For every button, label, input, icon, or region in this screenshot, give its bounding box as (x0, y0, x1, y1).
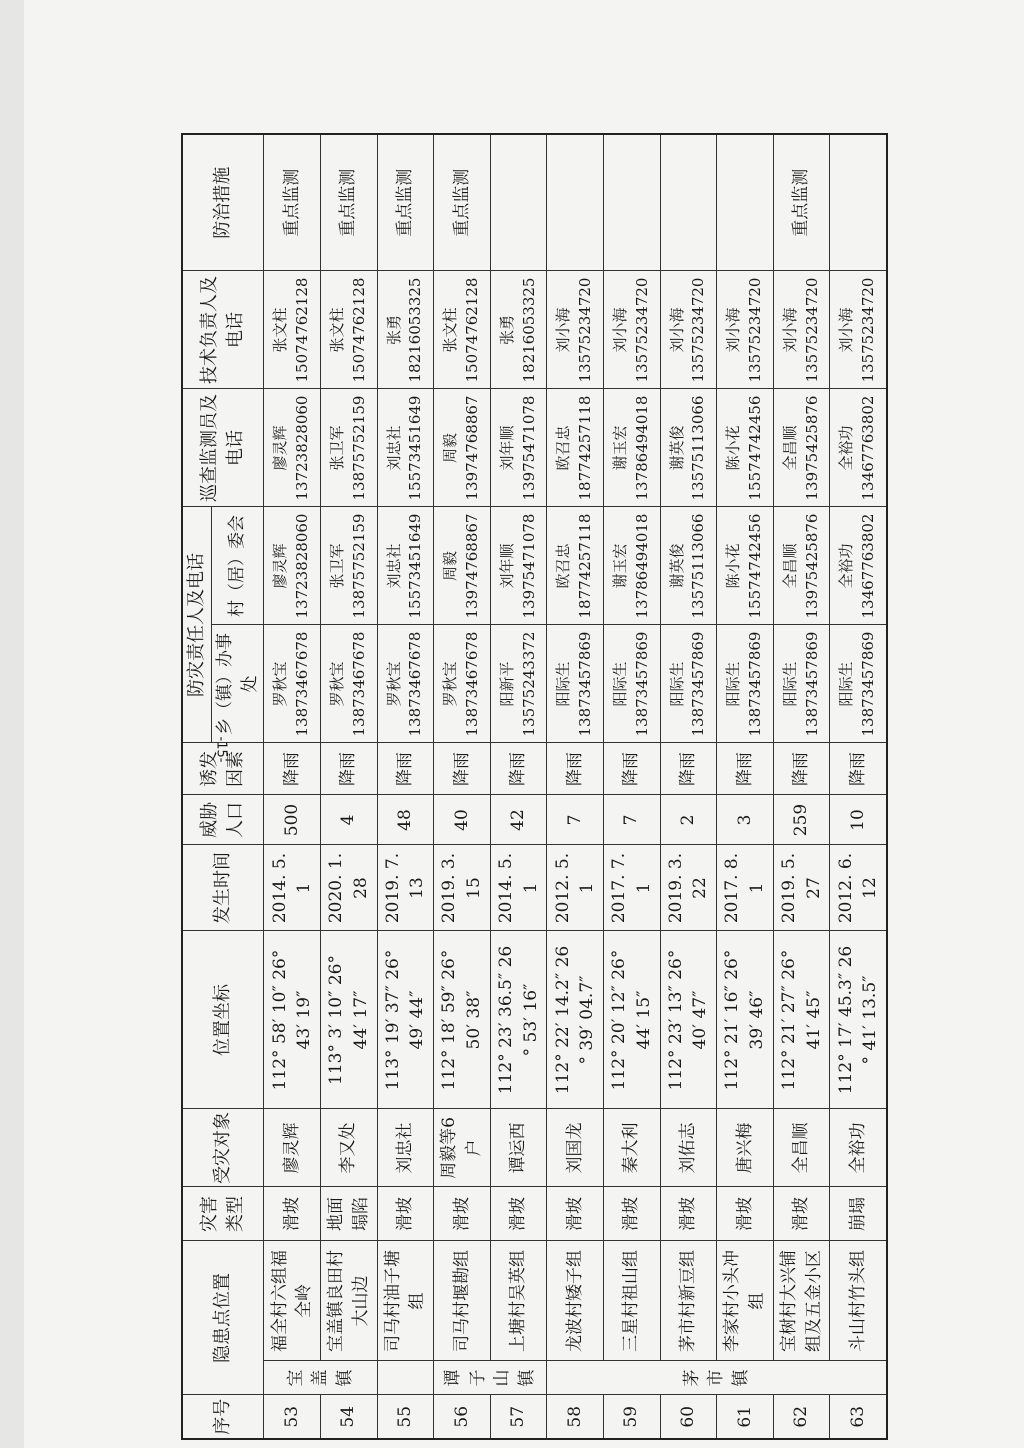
cell-measure: 重点监测 (264, 134, 321, 271)
phone: 13975471078 (519, 513, 538, 619)
phone: 13975425876 (802, 395, 821, 501)
cell-affected: 刘佑志 (660, 1109, 717, 1187)
phone: 15573451649 (406, 513, 425, 619)
cell-tech (264, 271, 321, 389)
cell-pop: 42 (490, 795, 547, 845)
person-name: 谢英俊 (667, 543, 686, 589)
cell-measure (660, 134, 717, 271)
cell-location: 宝树村大兴铺组及五金小区 (773, 1241, 830, 1361)
cell-time: 2019. 3. 22 (660, 845, 717, 931)
cell-trigger: 降雨 (717, 743, 774, 795)
cell-tech (490, 271, 547, 389)
cell-resp-town (547, 625, 604, 743)
cell-type: 滑坡 (603, 1187, 660, 1241)
cell-trigger: 降雨 (434, 743, 491, 795)
cell-measure (603, 134, 660, 271)
cell-affected: 秦大利 (603, 1109, 660, 1187)
person-name: 周毅 (441, 551, 460, 582)
cell-location: 茅市村新豆组 (660, 1241, 717, 1361)
cell-type: 滑坡 (377, 1187, 434, 1241)
person-name: 谢玉宏 (610, 543, 629, 589)
coord-line: 44′ 15″ (633, 990, 654, 1050)
person-name: 刘小海 (837, 307, 856, 353)
coord-line: 112° 21′ 27″ 26° (778, 949, 799, 1091)
cell-type: 滑坡 (264, 1187, 321, 1241)
cell-resp-town (603, 625, 660, 743)
cell-type: 滑坡 (660, 1187, 717, 1241)
cell-affected: 全昌顺 (773, 1109, 830, 1187)
coord-line: 112° 23′ 13″ 26° (665, 949, 686, 1091)
cell-affected: 全裕功 (830, 1109, 887, 1187)
cell-seq: 54 (320, 1395, 377, 1439)
cell-trigger: 降雨 (320, 743, 377, 795)
phone: 13873467678 (349, 631, 368, 737)
header-affected: 受灾对象 (182, 1109, 264, 1187)
cell-location: 斗山村竹头组 (830, 1241, 887, 1361)
table-row (773, 134, 830, 1439)
phone: 13875752159 (349, 395, 368, 501)
phone: 13575234720 (632, 277, 651, 383)
cell-coords (660, 931, 717, 1109)
person-name: 全裕功 (837, 543, 856, 589)
cell-measure: 重点监测 (377, 134, 434, 271)
rotated-table-container (181, 135, 888, 1440)
person-name: 刘小海 (724, 307, 743, 353)
cell-affected: 廖灵辉 (264, 1109, 321, 1187)
cell-patrol (773, 389, 830, 507)
cell-seq: 60 (660, 1395, 717, 1439)
table-row (830, 134, 887, 1439)
cell-resp-town (490, 625, 547, 743)
phone: 13786494018 (632, 395, 651, 501)
cell-trigger: 降雨 (660, 743, 717, 795)
phone: 13575243372 (519, 631, 538, 737)
cell-coords (377, 931, 434, 1109)
coord-line: 112° 21′ 16″ 26° (722, 949, 743, 1091)
person-name: 刘小海 (667, 307, 686, 353)
cell-tech (773, 271, 830, 389)
cell-tech (660, 271, 717, 389)
cell-tech (547, 271, 604, 389)
phone: 15573451649 (406, 395, 425, 501)
cell-measure: 重点监测 (434, 134, 491, 271)
person-name: 刘忠社 (384, 425, 403, 471)
table-row (377, 134, 434, 1439)
phone: 13873467678 (406, 631, 425, 737)
cell-seq: 61 (717, 1395, 774, 1439)
cell-coords (434, 931, 491, 1109)
person-name: 张文柱 (328, 307, 347, 353)
cell-location: 司马村堰勘组 (434, 1241, 491, 1361)
person-name: 张文柱 (441, 307, 460, 353)
person-name: 陈小花 (724, 425, 743, 471)
cell-time: 2017. 8. 1 (717, 845, 774, 931)
coord-line: 113° 19′ 37″ 26° (382, 949, 403, 1091)
person-name: 欧召忠 (554, 543, 573, 589)
cell-seq: 58 (547, 1395, 604, 1439)
cell-coords (490, 931, 547, 1109)
phone: 13467763802 (859, 395, 878, 501)
coord-line: 112° 22′ 14.2″ 26 (552, 945, 573, 1095)
person-name: 廖灵辉 (271, 425, 290, 471)
cell-pop: 7 (547, 795, 604, 845)
cell-trigger: 降雨 (377, 743, 434, 795)
cell-resp-village (660, 507, 717, 625)
cell-location: 龙波村矮子组 (547, 1241, 604, 1361)
table-row (434, 134, 491, 1439)
person-name: 罗秋宝 (328, 661, 347, 707)
cell-measure (547, 134, 604, 271)
cell-resp-village (547, 507, 604, 625)
phone: 15574742456 (745, 395, 764, 501)
cell-location: 宝盖镇良田村大山边 (320, 1241, 377, 1361)
header-measure: 防治措施 (182, 134, 264, 271)
phone: 18216053325 (519, 277, 538, 383)
cell-measure: 重点监测 (773, 134, 830, 271)
person-name: 阳际生 (667, 661, 686, 707)
cell-coords (830, 931, 887, 1109)
person-name: 全昌顺 (780, 543, 799, 589)
table-row (660, 134, 717, 1439)
cell-resp-town (773, 625, 830, 743)
phone: 13575113066 (689, 513, 708, 619)
cell-tech (377, 271, 434, 389)
cell-pop: 2 (660, 795, 717, 845)
cell-location: 福全村六组福全岭 (264, 1241, 321, 1361)
person-name: 张勇 (384, 315, 403, 346)
cell-pop: 500 (264, 795, 321, 845)
phone: 15074762128 (293, 277, 312, 383)
cell-location: 司马村油子塘组 (377, 1241, 434, 1361)
header-coords: 位置坐标 (182, 931, 264, 1109)
person-name: 刘小海 (780, 307, 799, 353)
header-location: 隐患点位置 (182, 1241, 264, 1395)
cell-town: 宝盖镇 (264, 1361, 377, 1395)
coord-line: 113° 3′ 10″ 26° (326, 955, 347, 1085)
cell-resp-town (434, 625, 491, 743)
cell-seq: 63 (830, 1395, 887, 1439)
person-name: 陈小花 (724, 543, 743, 589)
cell-seq: 56 (434, 1395, 491, 1439)
cell-patrol (717, 389, 774, 507)
cell-patrol (377, 389, 434, 507)
cell-resp-village (490, 507, 547, 625)
phone: 13974768867 (462, 395, 481, 501)
person-name: 刘忠社 (384, 543, 403, 589)
phone: 13873457869 (859, 631, 878, 737)
person-name: 阳新平 (497, 661, 516, 707)
cell-trigger: 降雨 (603, 743, 660, 795)
cell-pop: 48 (377, 795, 434, 845)
person-name: 张卫军 (328, 543, 347, 589)
cell-measure: 重点监测 (320, 134, 377, 271)
phone: 18774257118 (576, 513, 595, 619)
cell-tech (320, 271, 377, 389)
cell-measure (490, 134, 547, 271)
phone: 13575113066 (689, 395, 708, 501)
cell-time: 2012. 5. 1 (547, 845, 604, 931)
cell-patrol (264, 389, 321, 507)
coord-line: 41′ 45″ (803, 990, 824, 1050)
cell-seq: 62 (773, 1395, 830, 1439)
person-name: 廖灵辉 (271, 543, 290, 589)
cell-resp-town (660, 625, 717, 743)
cell-patrol (603, 389, 660, 507)
person-name: 罗秋宝 (271, 661, 290, 707)
phone: 13723828060 (293, 513, 312, 619)
person-name: 罗秋宝 (384, 661, 403, 707)
coord-line: 44′ 17″ (350, 990, 371, 1050)
header-trigger: 诱发因素 (182, 743, 264, 795)
header-tech: 技术负责人及电话 (182, 271, 264, 389)
person-name: 刘小海 (610, 307, 629, 353)
cell-time: 2019. 5. 27 (773, 845, 830, 931)
cell-pop: 4 (320, 795, 377, 845)
coord-line: 49′ 44″ (407, 990, 428, 1050)
cell-type: 滑坡 (773, 1187, 830, 1241)
cell-resp-village (320, 507, 377, 625)
header-pop: 威胁人口 (182, 795, 264, 845)
cell-resp-village (603, 507, 660, 625)
phone: 13975425876 (802, 513, 821, 619)
cell-affected: 谭运西 (490, 1109, 547, 1187)
cell-pop: 10 (830, 795, 887, 845)
cell-resp-village (830, 507, 887, 625)
phone: 13975471078 (519, 395, 538, 501)
cell-seq: 59 (603, 1395, 660, 1439)
person-name: 罗秋宝 (441, 661, 460, 707)
table-row (603, 134, 660, 1439)
cell-town: 谭子山镇 (434, 1361, 547, 1395)
header-resp-village: 村（居）委会 (212, 507, 264, 625)
cell-coords (264, 931, 321, 1109)
cell-type: 崩塌 (830, 1187, 887, 1241)
header-resp-group: 防灾责任人及电话 (182, 507, 212, 743)
cell-measure (717, 134, 774, 271)
coord-line: ° 41′ 13.5″ (860, 975, 881, 1065)
cell-coords (717, 931, 774, 1109)
cell-affected: 刘国龙 (547, 1109, 604, 1187)
cell-type: 地面塌陷 (320, 1187, 377, 1241)
cell-time: 2012. 6. 12 (830, 845, 887, 931)
cell-town (377, 1361, 434, 1395)
coord-line: 112° 58′ 10″ 26° (269, 949, 290, 1091)
header-disaster-type: 灾害类型 (182, 1187, 264, 1241)
phone: 13467763802 (859, 513, 878, 619)
header-resp-town: 乡（镇）办事处 (212, 625, 264, 743)
table-row (547, 134, 604, 1439)
cell-resp-village (377, 507, 434, 625)
person-name: 阳际生 (837, 661, 856, 707)
phone: 13723828060 (293, 395, 312, 501)
person-name: 阳际生 (780, 661, 799, 707)
person-name: 张文柱 (271, 307, 290, 353)
coord-line: 40′ 47″ (690, 990, 711, 1050)
coord-line: 43′ 19″ (294, 990, 315, 1050)
phone: 13575234720 (745, 277, 764, 383)
cell-time: 2019. 3. 15 (434, 845, 491, 931)
phone: 18774257118 (576, 395, 595, 501)
coord-line: 112° 20′ 12″ 26° (609, 949, 630, 1091)
coord-line: 112° 17′ 45.3″ 26 (835, 945, 856, 1095)
cell-resp-town (377, 625, 434, 743)
cell-time: 2019. 7. 13 (377, 845, 434, 931)
cell-pop: 40 (434, 795, 491, 845)
cell-resp-town (320, 625, 377, 743)
table-row (717, 134, 774, 1439)
phone: 13873457869 (576, 631, 595, 737)
cell-location: 三星村祖山组 (603, 1241, 660, 1361)
cell-seq: 57 (490, 1395, 547, 1439)
header-row-1 (182, 134, 212, 1439)
person-name: 阳际生 (610, 661, 629, 707)
phone: 15574742456 (745, 513, 764, 619)
person-name: 刘年顺 (497, 425, 516, 471)
person-name: 谢玉宏 (610, 425, 629, 471)
cell-patrol (660, 389, 717, 507)
coord-line: 50′ 38″ (463, 990, 484, 1050)
cell-patrol (547, 389, 604, 507)
cell-affected: 李又处 (320, 1109, 377, 1187)
cell-coords (547, 931, 604, 1109)
cell-affected: 刘忠社 (377, 1109, 434, 1187)
coord-line: ° 39′ 04.7″ (577, 975, 598, 1065)
phone: 13873457869 (689, 631, 708, 737)
scan-edge (0, 0, 24, 1448)
phone: 15074762128 (462, 277, 481, 383)
phone: 18216053325 (406, 277, 425, 383)
cell-patrol (490, 389, 547, 507)
cell-resp-town (717, 625, 774, 743)
cell-pop: 259 (773, 795, 830, 845)
person-name: 刘小海 (554, 307, 573, 353)
cell-resp-village (264, 507, 321, 625)
person-name: 阳际生 (724, 661, 743, 707)
cell-time: 2020. 1. 28 (320, 845, 377, 931)
phone: 13873467678 (462, 631, 481, 737)
cell-trigger: 降雨 (264, 743, 321, 795)
cell-tech (603, 271, 660, 389)
person-name: 周毅 (441, 433, 460, 464)
person-name: 欧召忠 (554, 425, 573, 471)
phone: 13873457869 (745, 631, 764, 737)
cell-pop: 3 (717, 795, 774, 845)
cell-tech (830, 271, 887, 389)
cell-tech (717, 271, 774, 389)
header-time: 发生时间 (182, 845, 264, 931)
coord-line: 112° 23′ 36.5″ 26 (495, 945, 516, 1095)
cell-town: 茅市镇 (547, 1361, 887, 1395)
person-name: 张勇 (497, 315, 516, 346)
cell-pop: 7 (603, 795, 660, 845)
person-name: 谢英俊 (667, 425, 686, 471)
header-patrol: 巡查监测员及电话 (182, 389, 264, 507)
coord-line: 112° 18′ 59″ 26° (439, 949, 460, 1091)
phone: 13575234720 (689, 277, 708, 383)
cell-patrol (434, 389, 491, 507)
cell-measure (830, 134, 887, 271)
cell-time: 2014. 5. 1 (264, 845, 321, 931)
cell-resp-town (830, 625, 887, 743)
cell-patrol (320, 389, 377, 507)
cell-trigger: 降雨 (547, 743, 604, 795)
cell-trigger: 降雨 (773, 743, 830, 795)
cell-location: 李家村小头冲组 (717, 1241, 774, 1361)
cell-seq: 53 (264, 1395, 321, 1439)
cell-type: 滑坡 (434, 1187, 491, 1241)
table-row (490, 134, 547, 1439)
page-number: -15- (213, 736, 229, 763)
cell-affected: 唐兴梅 (717, 1109, 774, 1187)
person-name: 张卫军 (328, 425, 347, 471)
person-name: 全裕功 (837, 425, 856, 471)
phone: 13873457869 (802, 631, 821, 737)
coord-line: ° 53′ 16″ (520, 983, 541, 1057)
cell-location: 上塘村吴英组 (490, 1241, 547, 1361)
cell-seq: 55 (377, 1395, 434, 1439)
cell-time: 2014. 5. 1 (490, 845, 547, 931)
phone: 13575234720 (576, 277, 595, 383)
phone: 13575234720 (859, 277, 878, 383)
phone: 13974768867 (462, 513, 481, 619)
phone: 13786494018 (632, 513, 651, 619)
phone: 13873467678 (293, 631, 312, 737)
cell-time: 2017. 7. 1 (603, 845, 660, 931)
header-seq: 序号 (182, 1395, 264, 1439)
cell-type: 滑坡 (490, 1187, 547, 1241)
phone: 15074762128 (349, 277, 368, 383)
table-row (320, 134, 377, 1439)
cell-coords (773, 931, 830, 1109)
cell-resp-village (434, 507, 491, 625)
cell-type: 滑坡 (547, 1187, 604, 1241)
cell-resp-town (264, 625, 321, 743)
phone: 13873457869 (632, 631, 651, 737)
cell-coords (603, 931, 660, 1109)
person-name: 刘年顺 (497, 543, 516, 589)
cell-type: 滑坡 (717, 1187, 774, 1241)
hazard-table (181, 133, 888, 1440)
cell-coords (320, 931, 377, 1109)
person-name: 全昌顺 (780, 425, 799, 471)
cell-resp-village (773, 507, 830, 625)
phone: 13875752159 (349, 513, 368, 619)
cell-trigger: 降雨 (830, 743, 887, 795)
table-row (264, 134, 321, 1439)
cell-affected: 周毅等6户 (434, 1109, 491, 1187)
phone: 13575234720 (802, 277, 821, 383)
cell-patrol (830, 389, 887, 507)
cell-trigger: 降雨 (490, 743, 547, 795)
coord-line: 39′ 46″ (746, 990, 767, 1050)
cell-resp-village (717, 507, 774, 625)
person-name: 阳际生 (554, 661, 573, 707)
cell-tech (434, 271, 491, 389)
